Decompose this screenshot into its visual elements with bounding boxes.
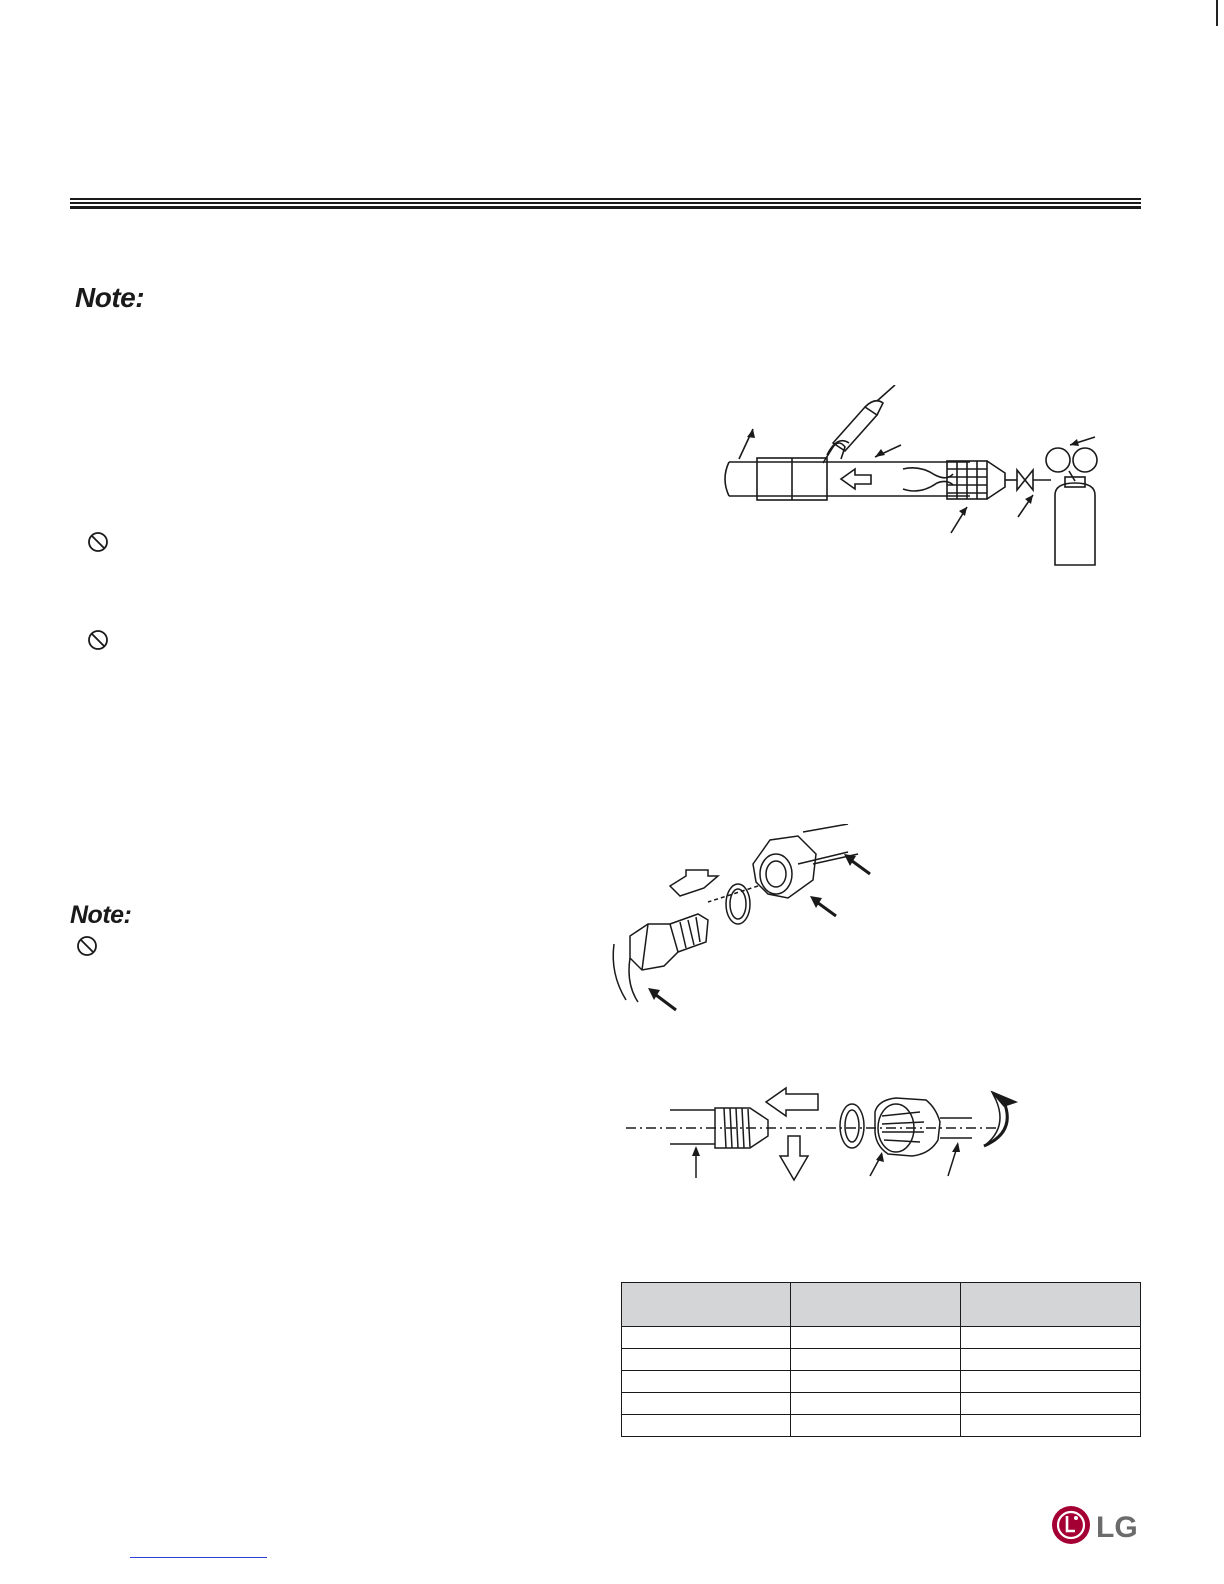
prohibition-icon bbox=[87, 629, 109, 651]
table-row bbox=[622, 1327, 1141, 1349]
table-cell bbox=[961, 1327, 1141, 1349]
table-cell bbox=[791, 1415, 961, 1437]
header-rule-bottom bbox=[70, 206, 1141, 209]
table-cell bbox=[961, 1371, 1141, 1393]
table-header-cell bbox=[622, 1283, 791, 1327]
table-cell bbox=[791, 1349, 961, 1371]
table-row bbox=[622, 1349, 1141, 1371]
flare-connection-exploded-diagram bbox=[608, 824, 898, 1024]
page-edge-mark bbox=[1216, 0, 1218, 26]
table-cell bbox=[961, 1393, 1141, 1415]
table-cell bbox=[961, 1415, 1141, 1437]
table-cell bbox=[622, 1327, 791, 1349]
table-cell bbox=[622, 1415, 791, 1437]
logo-wordmark: LG bbox=[1096, 1511, 1138, 1544]
prohibition-icon bbox=[87, 531, 109, 553]
table-cell bbox=[791, 1327, 961, 1349]
header-rule-middle bbox=[70, 202, 1141, 204]
table-header-row bbox=[622, 1283, 1141, 1327]
table-cell bbox=[961, 1349, 1141, 1371]
torque-table bbox=[621, 1282, 1141, 1437]
header-rule-top bbox=[70, 198, 1141, 200]
brazing-nitrogen-diagram bbox=[715, 385, 1115, 575]
table-row bbox=[622, 1393, 1141, 1415]
table-cell bbox=[622, 1371, 791, 1393]
table-cell bbox=[791, 1371, 961, 1393]
table-header-cell bbox=[791, 1283, 961, 1327]
flare-tightening-side-diagram bbox=[620, 1082, 1030, 1186]
table-row bbox=[622, 1415, 1141, 1437]
note-heading-top: Note: bbox=[75, 282, 145, 313]
table-cell bbox=[622, 1393, 791, 1415]
lg-logo bbox=[1051, 1505, 1143, 1547]
prohibition-icon bbox=[76, 935, 98, 957]
table-cell bbox=[622, 1349, 791, 1371]
note-heading-bottom: Note: bbox=[70, 901, 132, 929]
table-header-cell bbox=[961, 1283, 1141, 1327]
footer-link[interactable] bbox=[130, 1557, 267, 1558]
table-row bbox=[622, 1371, 1141, 1393]
table-cell bbox=[791, 1393, 961, 1415]
